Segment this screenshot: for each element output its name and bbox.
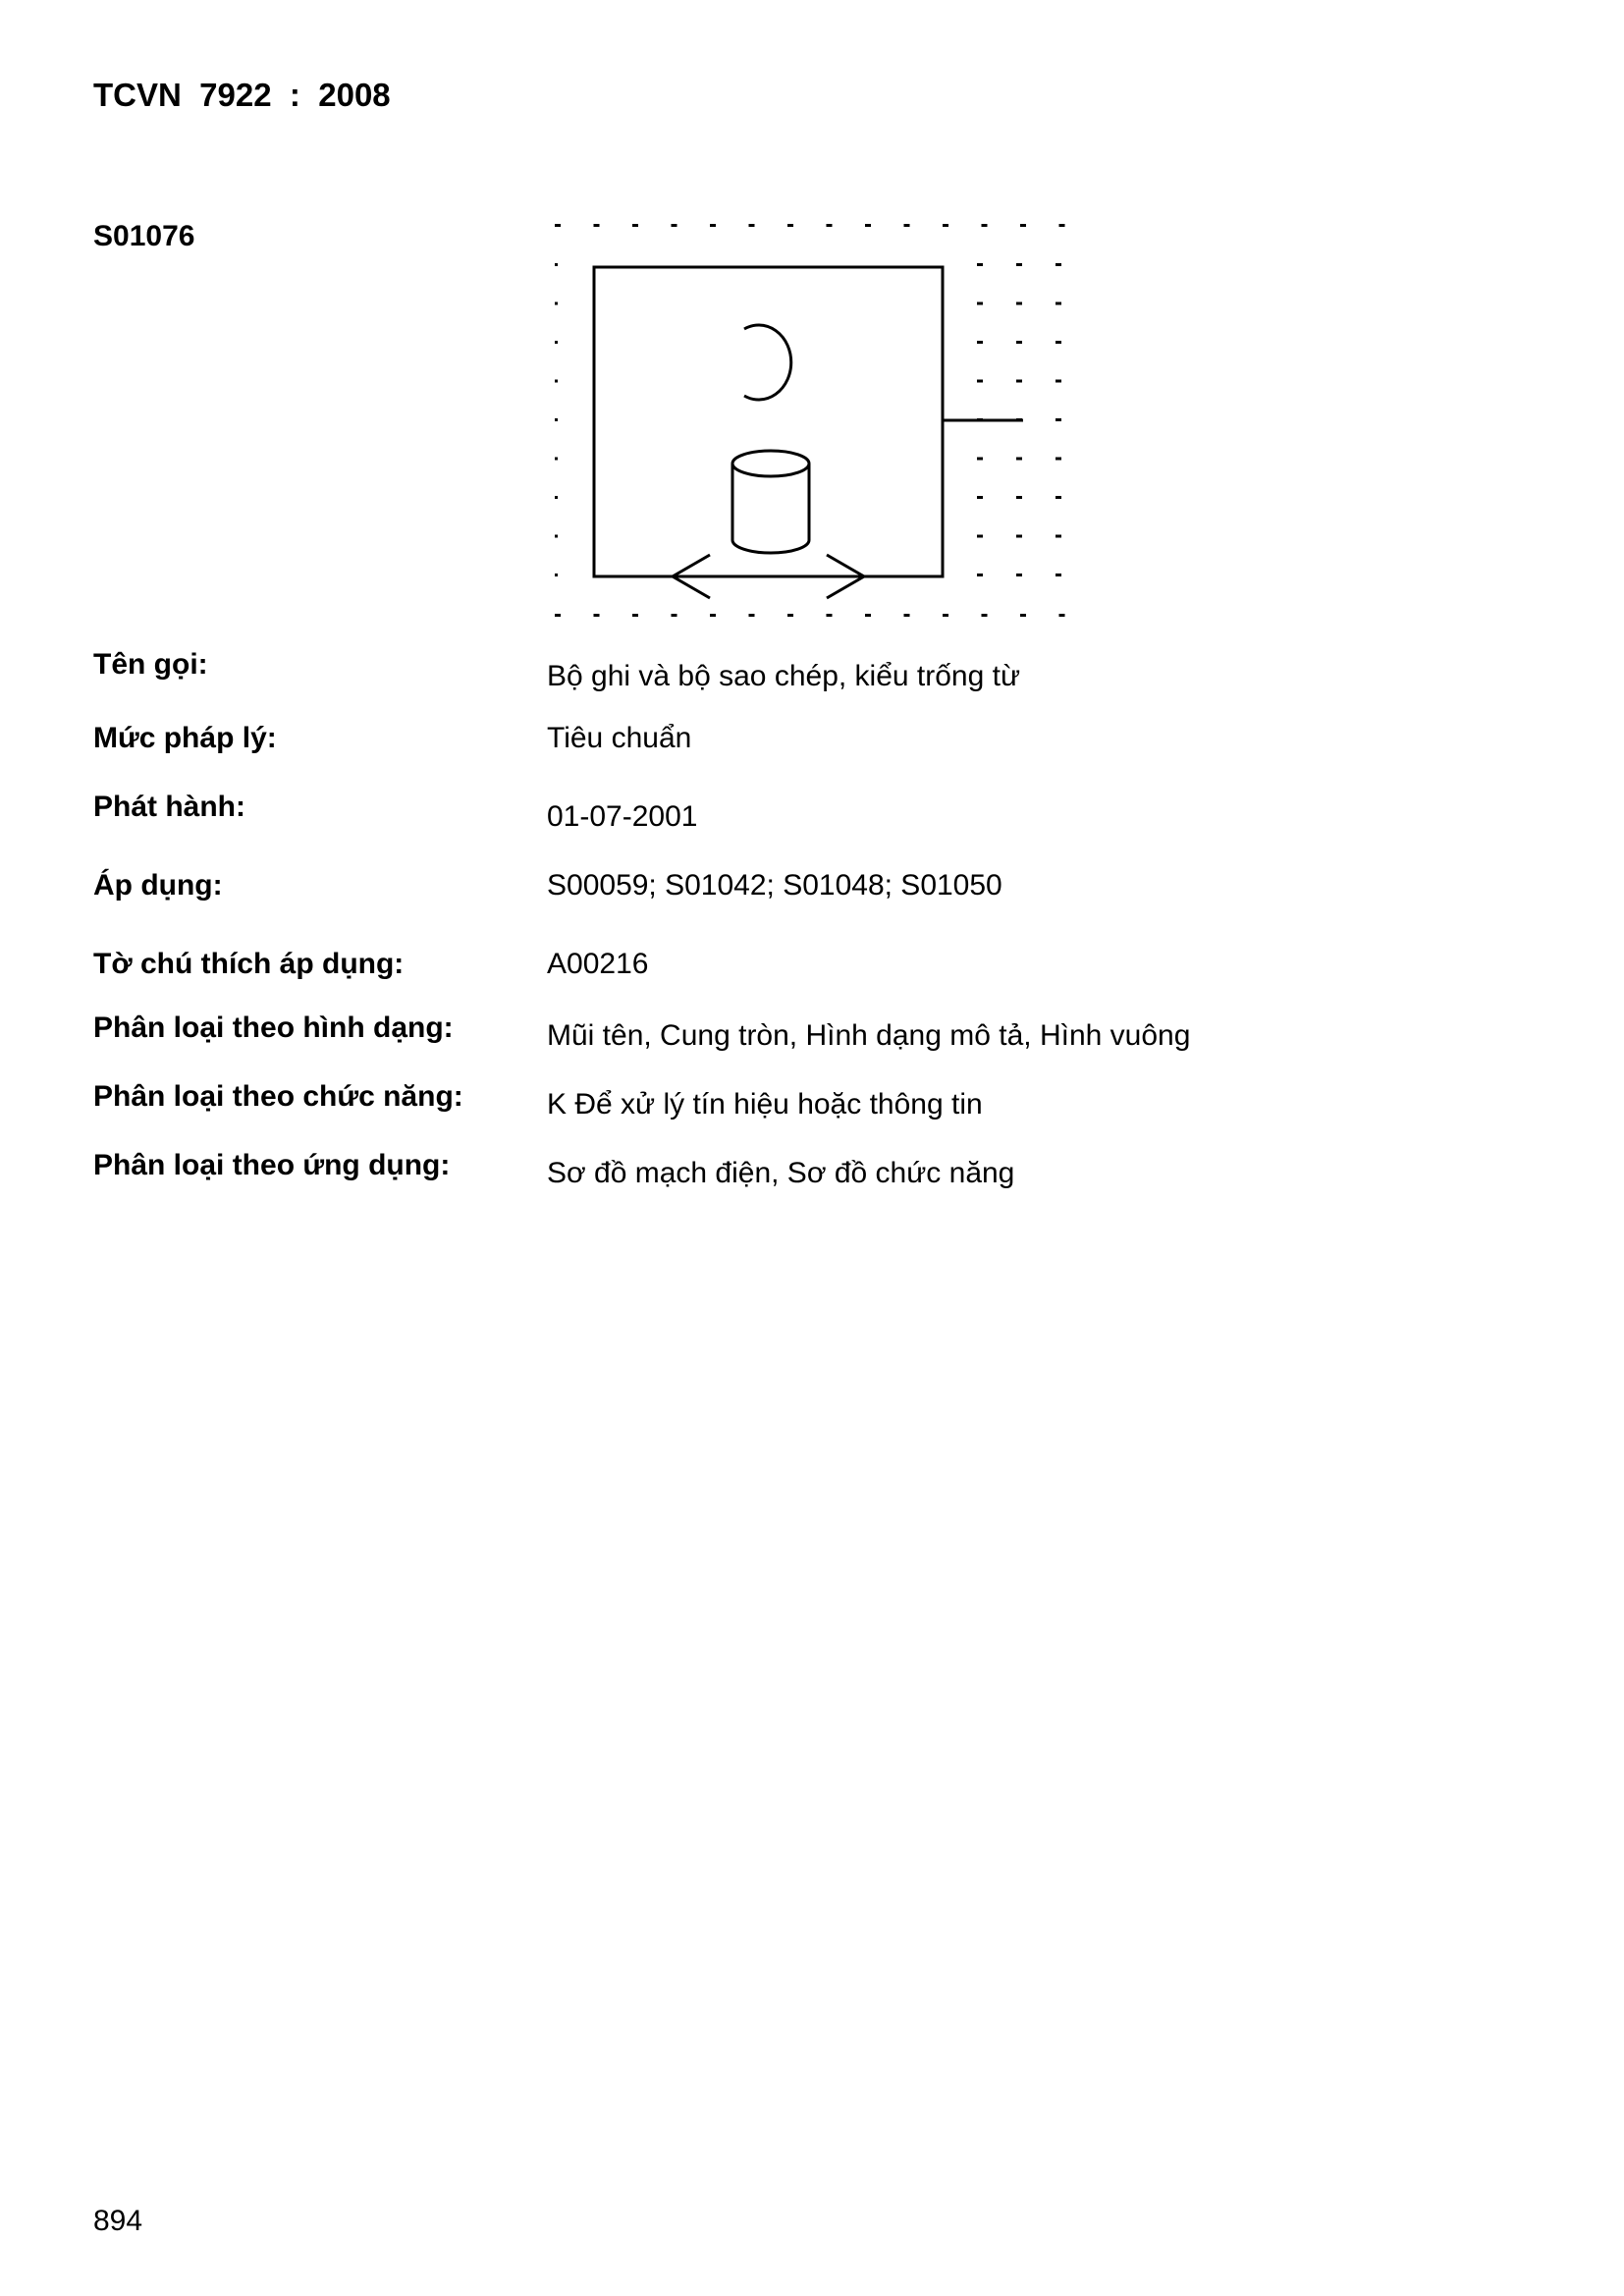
field-value: S00059; S01042; S01048; S01050 bbox=[547, 869, 1002, 902]
field-label: Phân loại theo hình dạng: bbox=[93, 1011, 454, 1044]
field-label: Áp dụng: bbox=[93, 869, 223, 902]
field-value: A00216 bbox=[547, 948, 649, 980]
field-value: K Để xử lý tín hiệu hoặc thông tin bbox=[547, 1088, 983, 1121]
field-value: Tiêu chuẩn bbox=[547, 722, 692, 754]
field-row bbox=[93, 722, 1566, 781]
field-row bbox=[93, 1149, 1566, 1208]
field-label: Tên gọi: bbox=[93, 648, 208, 681]
symbol-drawing bbox=[545, 216, 1070, 619]
symbol-id: S01076 bbox=[93, 220, 195, 252]
field-value: Bộ ghi và bộ sao chép, kiểu trống từ bbox=[547, 660, 1021, 692]
symbol-square bbox=[594, 267, 943, 576]
field-row bbox=[93, 1080, 1566, 1139]
double-arrow-icon bbox=[673, 555, 864, 598]
field-label: Phát hành: bbox=[93, 791, 245, 823]
field-label: Mức pháp lý: bbox=[93, 722, 277, 754]
field-row bbox=[93, 1011, 1566, 1070]
document-header: TCVN 7922 : 2008 bbox=[93, 77, 391, 113]
drum-icon bbox=[732, 451, 809, 553]
field-label: Phân loại theo ứng dụng: bbox=[93, 1149, 451, 1181]
open-arc-icon bbox=[744, 325, 791, 400]
field-label: Tờ chú thích áp dụng: bbox=[93, 948, 405, 980]
field-row bbox=[93, 948, 1566, 1007]
field-row bbox=[93, 648, 1566, 707]
field-label: Phân loại theo chức năng: bbox=[93, 1080, 463, 1113]
field-value: Mũi tên, Cung tròn, Hình dạng mô tả, Hình vuông bbox=[547, 1019, 1191, 1052]
page-number: 894 bbox=[93, 2205, 143, 2237]
field-row bbox=[93, 869, 1566, 928]
field-row bbox=[93, 791, 1566, 849]
field-value: 01-07-2001 bbox=[547, 800, 698, 833]
field-value: Sơ đồ mạch điện, Sơ đồ chức năng bbox=[547, 1157, 1015, 1189]
